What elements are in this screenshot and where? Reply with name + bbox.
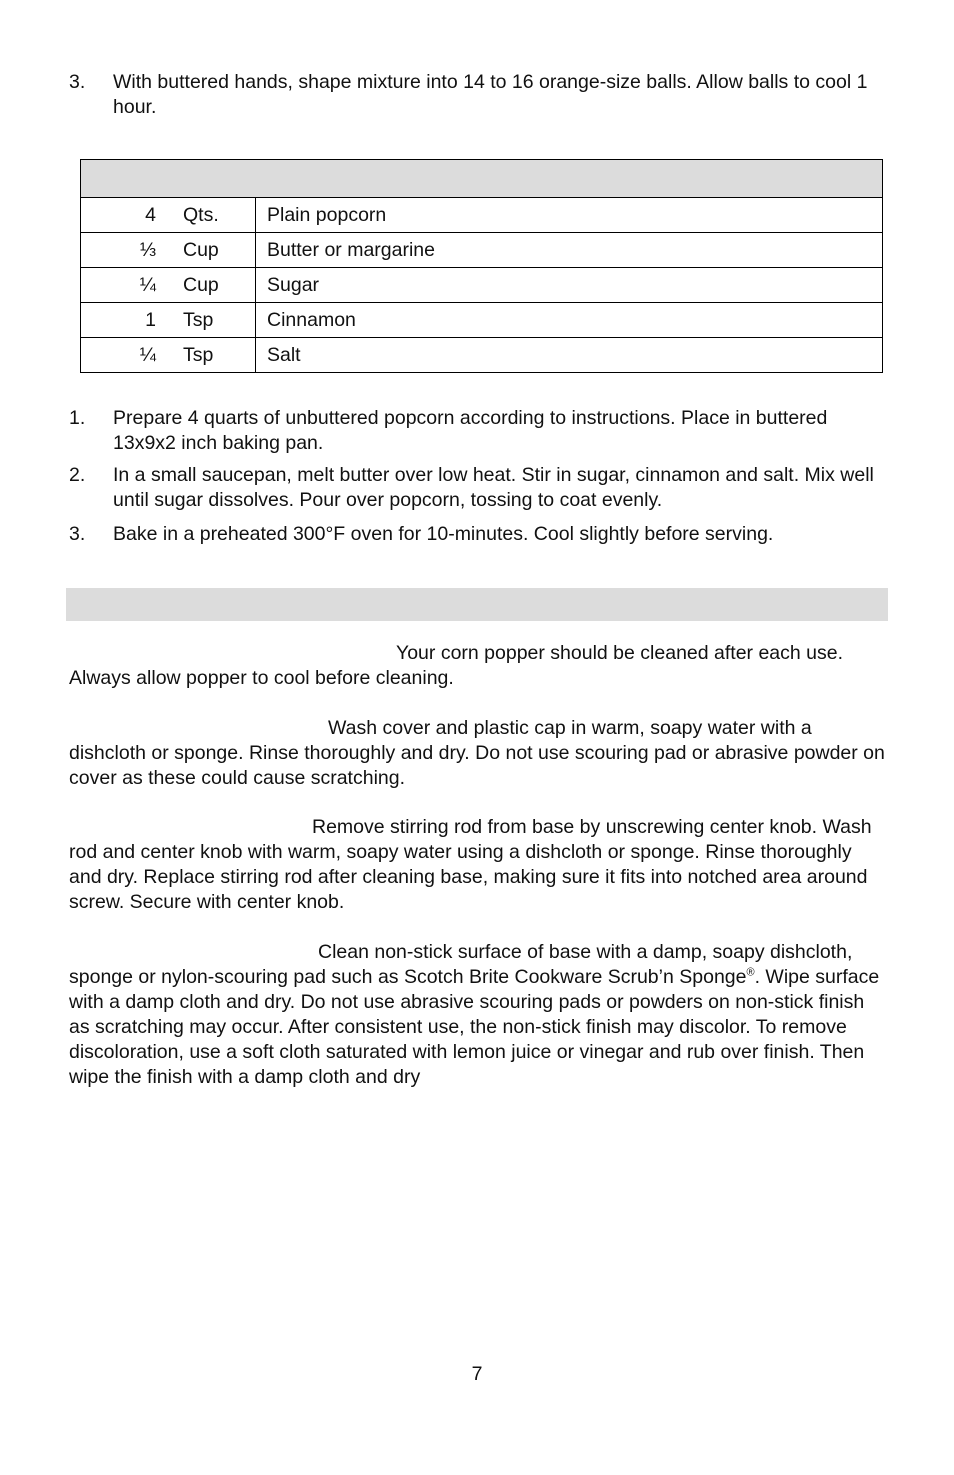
step-number: 1.: [69, 407, 86, 429]
table-header-row: [81, 160, 883, 198]
paragraph-text: Wash cover and plastic cap in warm, soapy water with a dishcloth or sponge. Rinse thoroughly and dry. Do not use scouring pad or abrasive powder on cover as these could cause scratching.: [69, 717, 885, 789]
page-number: 7: [471, 1363, 483, 1385]
step-number: 3.: [69, 71, 86, 93]
ingredient-name: Cinnamon: [256, 303, 883, 338]
ingredient-row: [81, 303, 883, 338]
ingredient-name: Sugar: [256, 268, 883, 303]
ingredient-qty-cell: [81, 303, 256, 338]
table-header-cell: [81, 160, 883, 198]
paragraph-text: Clean non-stick surface of base with a damp, soapy dishcloth, sponge or nylon-scouring pad such as Scotch Brite Cookware Scrub’n Sponge: [69, 941, 853, 988]
ingredient-qty: 4: [145, 203, 156, 226]
ingredient-qty: ⅓: [139, 238, 156, 261]
ingredient-unit: Qts.: [183, 203, 219, 226]
ingredient-unit: Cup: [183, 238, 219, 261]
ingredient-qty-cell: [81, 198, 256, 233]
care-paragraph: [69, 641, 889, 691]
step-text: Bake in a preheated 300°F oven for 10-minutes. Cool slightly before serving.: [113, 523, 774, 545]
step-text: Prepare 4 quarts of unbuttered popcorn according to instructions. Place in buttered 13x9x2 inch baking pan.: [113, 407, 828, 454]
paragraph-text: Remove stirring rod from base by unscrewing center knob. Wash rod and center knob with warm, soapy water using a dishcloth or sponge. Rinse thoroughly and dry. Replace stirring rod after cleaning base, making sure it fits into notched area around screw. Secure with center knob.: [69, 816, 872, 913]
instruction-step: [69, 406, 889, 456]
ingredient-name: Salt: [256, 338, 883, 373]
ingredient-qty: 1: [145, 308, 156, 331]
ingredients-table: [80, 159, 883, 373]
ingredient-name: Plain popcorn: [256, 198, 883, 233]
instruction-step: [69, 522, 889, 547]
instruction-step: [69, 463, 889, 513]
care-paragraph: [69, 716, 889, 791]
ingredient-name: Butter or margarine: [256, 233, 883, 268]
ingredient-unit: Cup: [183, 273, 219, 296]
step-text: In a small saucepan, melt butter over low heat. Stir in sugar, cinnamon and salt. Mix well until sugar dissolves. Pour over popcorn, tossing to coat evenly.: [113, 464, 874, 511]
ingredient-qty-cell: [81, 233, 256, 268]
step-number: 3.: [69, 523, 86, 545]
step-number: 2.: [69, 464, 86, 486]
ingredient-row: [81, 198, 883, 233]
ingredient-row: [81, 233, 883, 268]
ingredient-unit: Tsp: [183, 308, 214, 331]
paragraph-text-continued: . Wipe surface with a damp cloth and dry. Do not use abrasive scouring pads or powders on non-stick finish as scratching may occur. After consistent use, the non-stick finish may discolor. To remove discoloration, use a soft cloth saturated with lemon juice or vinegar and rub over finish. Then wipe the finish with a damp cloth and dry: [69, 966, 880, 1088]
ingredient-row: [81, 268, 883, 303]
registered-mark: ®: [746, 966, 755, 979]
ingredient-qty-cell: [81, 268, 256, 303]
step-text: With buttered hands, shape mixture into 14 to 16 orange-size balls. Allow balls to cool 1 hour.: [113, 71, 868, 118]
ingredient-unit: Tsp: [183, 343, 214, 366]
paragraph-text: Your corn popper should be cleaned after each use. Always allow popper to cool before cleaning.: [69, 642, 844, 689]
instruction-step: [69, 70, 889, 120]
section-header-band: [66, 588, 888, 621]
ingredient-row: [81, 338, 883, 373]
care-paragraph: [69, 940, 889, 1090]
care-paragraph: [69, 815, 889, 915]
ingredient-qty-cell: [81, 338, 256, 373]
ingredient-qty: ¼: [139, 343, 156, 366]
ingredient-qty: ¼: [139, 273, 156, 296]
